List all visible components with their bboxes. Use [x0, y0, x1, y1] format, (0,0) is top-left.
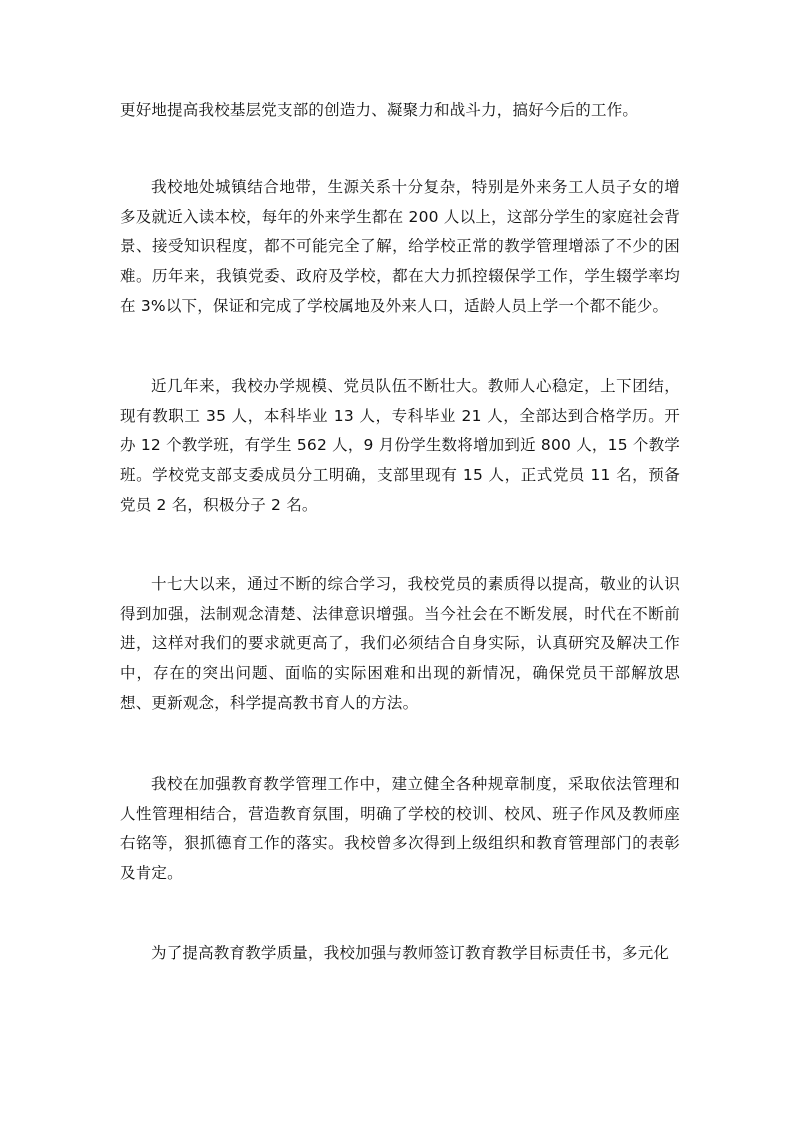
paragraph-3: 近几年来，我校办学规模、党员队伍不断壮大。教师人心稳定，上下团结，现有教职工 35 人，本科毕业 13 人，专科毕业 21 人，全部达到合格学历。开办 12 个教学班，有学生 562 人，9 月份学生数将增加到近 800 人，15 个教学班。学校党支部支委成员分工明确，支部里现有 15 人，正式党员 11 名，预备党员 2 名，积极分子 2 名。 [120, 376, 680, 514]
document-body [120, 96, 680, 969]
paragraph-4: 十七大以来，通过不断的综合学习，我校党员的素质得以提高，敬业的认识得到加强，法制观念清楚、法律意识增强。当今社会在不断发展，时代在不断前进，这样对我们的要求就更高了，我们必须结合自身实际，认真研究及解决工作中，存在的突出问题、面临的实际困难和出现的新情况，确保党员干部解放思想、更新观念，科学提高教书育人的方法。 [120, 574, 680, 712]
paragraph-6: 为了提高教育教学质量，我校加强与教师签订教育教学目标责任书，多元化 [151, 943, 670, 962]
paragraph-5: 我校在加强教育教学管理工作中，建立健全各种规章制度，采取依法管理和人性管理相结合，营造教育氛围，明确了学校的校训、校风、班子作风及教师座右铭等，狠抓德育工作的落实。我校曾多次得到上级组织和教育管理部门的表彰及肯定。 [120, 774, 680, 883]
paragraph-2: 我校地处城镇结合地带，生源关系十分复杂，特别是外来务工人员子女的增多及就近入读本校，每年的外来学生都在 200 人以上，这部分学生的家庭社会背景、接受知识程度，都不可能完全了解，给学校正常的教学管理增添了不少的困难。历年来，我镇党委、政府及学校，都在大力抓控辍保学工作，学生辍学率均在 3%以下，保证和完成了学校属地及外来人口，适龄人员上学一个都不能少。 [120, 177, 680, 315]
paragraph-1: 更好地提高我校基层党支部的创造力、凝聚力和战斗力，搞好今后的工作。 [120, 101, 639, 119]
